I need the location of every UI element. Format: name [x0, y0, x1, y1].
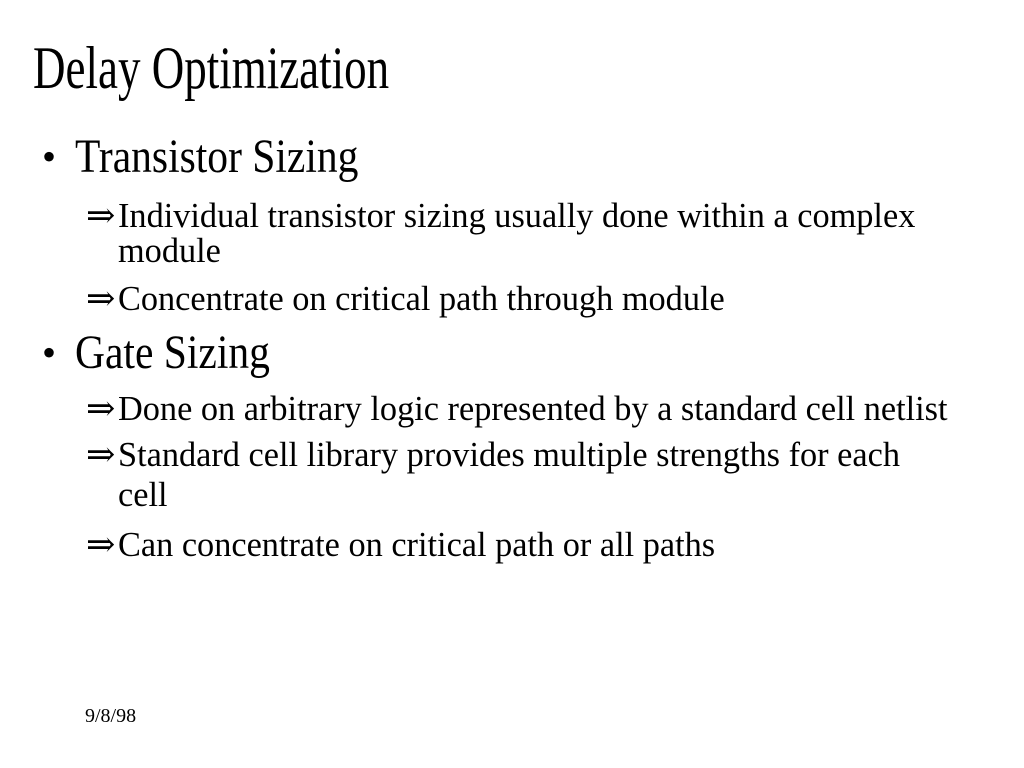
- bullet-icon: •: [42, 330, 57, 375]
- sub-bullet-line: Done on arbitrary logic represented by a standard cell netlist: [118, 389, 948, 428]
- double-arrow-icon: ⇒: [86, 196, 116, 235]
- sub-bullet-item: [86, 391, 991, 426]
- sub-bullet-line: Concentrate on critical path through module: [118, 279, 725, 318]
- double-arrow-icon: ⇒: [86, 525, 116, 564]
- bullet-label: Transistor Sizing: [75, 130, 359, 183]
- sub-bullet-line: cell: [118, 475, 168, 514]
- sub-bullet-item: [86, 435, 991, 515]
- sub-bullet-item: [86, 281, 991, 316]
- bullet-item-transistor-sizing: [40, 130, 540, 183]
- sub-bullet-line: Individual transistor sizing usually done within a complex: [118, 196, 916, 235]
- double-arrow-icon: ⇒: [86, 435, 116, 474]
- sub-bullet-line: Standard cell library provides multiple strengths for each: [118, 435, 901, 474]
- bullet-label: Gate Sizing: [75, 326, 270, 379]
- sub-bullet-item: [86, 527, 991, 562]
- sub-bullet-item: [86, 198, 991, 268]
- bullet-icon: •: [42, 134, 57, 179]
- double-arrow-icon: ⇒: [86, 389, 116, 428]
- sub-bullet-line: module: [118, 231, 221, 270]
- double-arrow-icon: ⇒: [86, 279, 116, 318]
- slide-date: 9/8/98: [85, 705, 137, 727]
- bullet-item-gate-sizing: [40, 326, 540, 379]
- sub-bullet-line: Can concentrate on critical path or all paths: [118, 525, 716, 564]
- slide-title: Delay Optimization: [33, 35, 390, 101]
